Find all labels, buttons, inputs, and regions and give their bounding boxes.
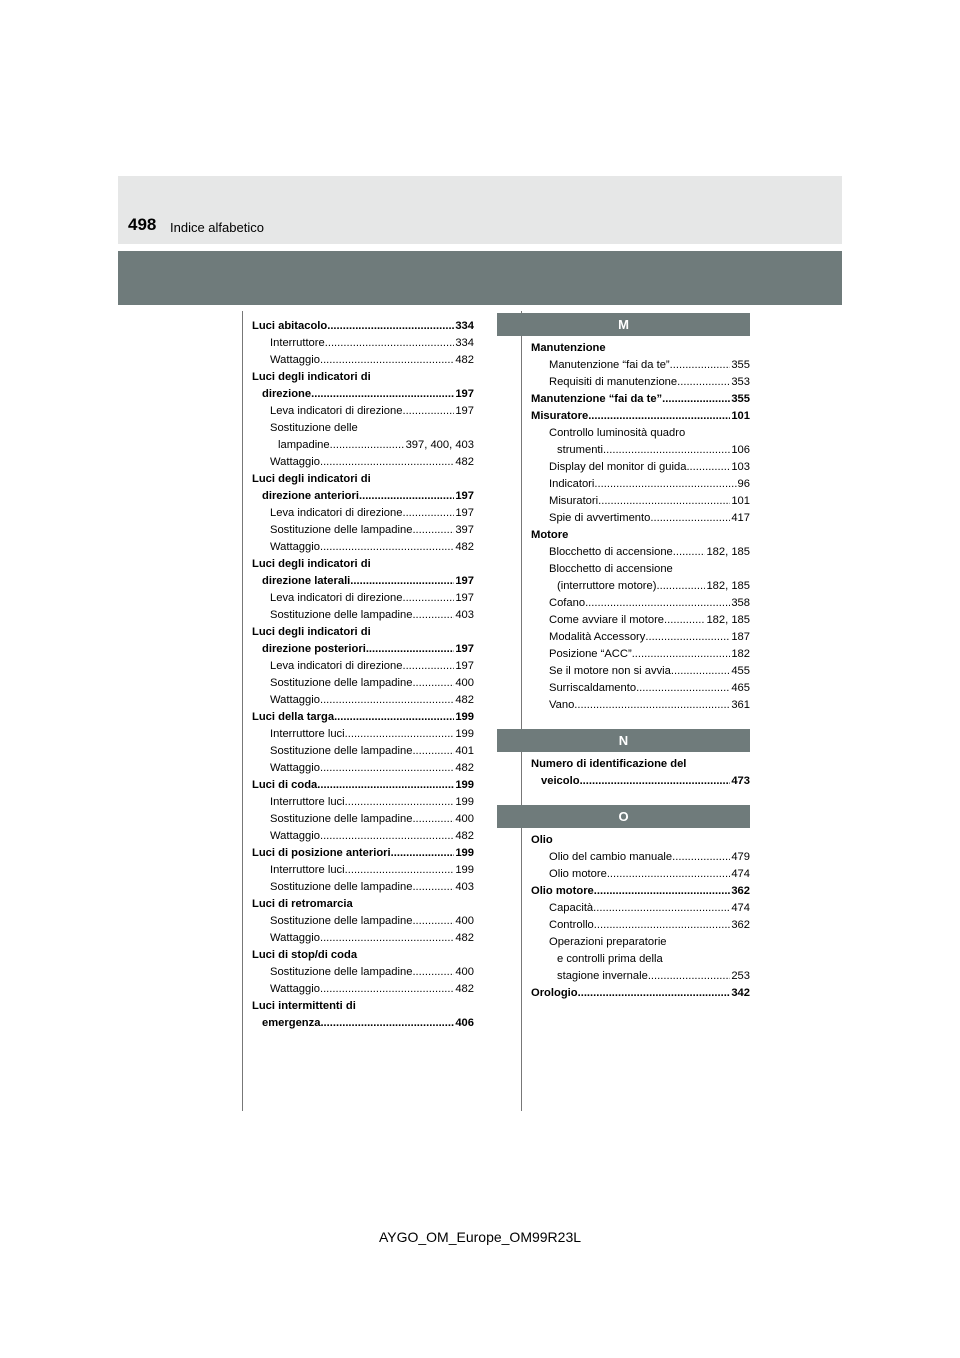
index-entry-line: [252, 369, 474, 386]
index-entry-label: Misuratore: [531, 410, 589, 422]
index-entry-label: stagione invernale: [557, 970, 648, 982]
index-entry-page[interactable]: 482: [455, 541, 474, 553]
index-entry-label: direzione: [262, 388, 312, 400]
index-section-o: [531, 832, 750, 1002]
index-column-left: [252, 318, 474, 1032]
page-number: 498: [128, 215, 157, 234]
index-entry-line: [252, 998, 474, 1015]
index-entry-label: Orologio: [531, 987, 578, 999]
index-entry-label: Modalità Accessory: [549, 631, 646, 643]
index-entry-line: [531, 985, 750, 1002]
index-entry-label: Luci degli indicatori di: [252, 558, 371, 570]
index-entry-line: [252, 624, 474, 641]
index-entry-page[interactable]: 401: [455, 745, 474, 757]
index-entry-label: Wattaggio: [270, 983, 320, 995]
leader-dots: [593, 900, 730, 917]
index-entry-page[interactable]: 482: [455, 983, 474, 995]
index-entry-page[interactable]: 197: [455, 490, 474, 502]
leader-dots: [320, 352, 454, 369]
index-entry-page[interactable]: 199: [455, 847, 474, 859]
index-entry-page[interactable]: 400: [455, 813, 474, 825]
index-entry-label: Leva indicatori di direzione: [270, 405, 403, 417]
index-entry-line: [252, 896, 474, 913]
leader-dots: [412, 879, 454, 896]
index-entry-line: [252, 964, 474, 981]
index-entry-label: Olio motore: [549, 868, 607, 880]
index-entry-line: [252, 828, 474, 845]
index-entry-line: [252, 488, 474, 505]
leader-dots: [350, 573, 454, 590]
index-entry-page[interactable]: 106: [731, 444, 750, 456]
index-entry-line: [252, 590, 474, 607]
index-entry-page[interactable]: 397, 400, 403: [405, 439, 474, 451]
index-entry-line: [252, 437, 474, 454]
index-entry-page[interactable]: 342: [731, 987, 750, 999]
leader-dots: [320, 828, 454, 845]
index-entry-page[interactable]: 474: [731, 902, 750, 914]
index-entry-page[interactable]: 417: [731, 512, 750, 524]
index-entry-line: [531, 917, 750, 934]
column-divider-left: [242, 311, 243, 1111]
leader-dots: [402, 403, 454, 420]
leader-dots: [320, 981, 454, 998]
index-entry-label: Requisiti di manutenzione: [549, 376, 678, 388]
index-entry-line: [252, 794, 474, 811]
index-entry-line: [252, 386, 474, 403]
index-entry-line: [531, 646, 750, 663]
leader-dots: [594, 917, 731, 934]
leader-dots: [671, 663, 730, 680]
index-entry-line: [531, 459, 750, 476]
index-entry-page[interactable]: 482: [455, 932, 474, 944]
leader-dots: [603, 442, 730, 459]
leader-dots: [412, 964, 454, 981]
leader-dots: [412, 913, 454, 930]
leader-dots: [588, 408, 730, 425]
index-entry-page[interactable]: 361: [731, 699, 750, 711]
index-entry-label: Wattaggio: [270, 762, 320, 774]
index-entry-line: [252, 675, 474, 692]
leader-dots: [650, 510, 730, 527]
leader-dots: [672, 849, 730, 866]
index-entry-page[interactable]: 482: [455, 354, 474, 366]
index-entry-page[interactable]: 197: [455, 388, 474, 400]
index-entry-label: Luci della targa: [252, 711, 335, 723]
index-entry-line: [531, 357, 750, 374]
index-entry-page[interactable]: 101: [731, 495, 750, 507]
leader-dots: [578, 985, 731, 1002]
index-entry-label: Operazioni preparatorie: [549, 936, 667, 948]
index-entry-line: [531, 832, 750, 849]
leader-dots: [580, 773, 731, 790]
index-entry-line: [252, 539, 474, 556]
index-entry-label: Surriscaldamento: [549, 682, 637, 694]
index-entry-label: Olio del cambio manuale: [549, 851, 673, 863]
index-entry-label: Luci degli indicatori di: [252, 473, 371, 485]
index-entry-label: Spie di avvertimento: [549, 512, 651, 524]
index-entry-label: Luci di stop/di coda: [252, 949, 358, 961]
index-entry-line: [252, 726, 474, 743]
index-entry-label: Sostituzione delle lampadine: [270, 745, 413, 757]
index-entry-label: (interruttore motore): [557, 580, 657, 592]
leader-dots: [345, 726, 455, 743]
index-entry-line: [531, 442, 750, 459]
leader-dots: [320, 1015, 454, 1032]
letter-band-n: N: [497, 729, 750, 752]
index-entry-line: [252, 760, 474, 777]
index-entry-page[interactable]: 199: [455, 796, 474, 808]
index-entry-label: Interruttore: [270, 337, 325, 349]
leader-dots: [585, 595, 730, 612]
index-entry-page[interactable]: 182, 185: [706, 614, 750, 626]
index-entry-line: [252, 335, 474, 352]
index-entry-label: Sostituzione delle lampadine: [270, 609, 413, 621]
index-entry-label: direzione posteriori: [262, 643, 366, 655]
index-section-n: [531, 756, 750, 790]
index-entry-page[interactable]: 397: [455, 524, 474, 536]
index-entry-label: Capacità: [549, 902, 594, 914]
index-entry-page[interactable]: 400: [455, 677, 474, 689]
index-entry-page[interactable]: 197: [455, 643, 474, 655]
index-entry-label: Wattaggio: [270, 456, 320, 468]
index-entry-page[interactable]: 197: [455, 660, 474, 672]
index-entry-page[interactable]: 474: [731, 868, 750, 880]
index-entry-page[interactable]: 403: [455, 881, 474, 893]
leader-dots: [607, 866, 731, 883]
index-entry-line: [531, 951, 750, 968]
index-entry-page[interactable]: 358: [731, 597, 750, 609]
index-entry-label: veicolo: [541, 775, 580, 787]
index-entry-label: Sostituzione delle lampadine: [270, 677, 413, 689]
index-entry-line: [531, 544, 750, 561]
index-entry-label: Interruttore luci: [270, 728, 345, 740]
index-entry-line: [252, 658, 474, 675]
section-title: Indice alfabetico: [170, 220, 264, 235]
index-entry-label: Vano: [549, 699, 575, 711]
index-entry-line: [531, 527, 750, 544]
leader-dots: [574, 697, 730, 714]
leader-dots: [412, 675, 454, 692]
index-entry-line: [252, 947, 474, 964]
index-entry-page[interactable]: 199: [455, 711, 474, 723]
index-entry-line: [252, 454, 474, 471]
leader-dots: [598, 493, 730, 510]
index-entry-label: Cofano: [549, 597, 586, 609]
index-entry-label: direzione anteriori: [262, 490, 359, 502]
leader-dots: [311, 386, 454, 403]
index-entry-line: [252, 318, 474, 335]
index-entry-label: Controllo luminosità quadro: [549, 427, 686, 439]
index-entry-line: [252, 403, 474, 420]
index-entry-line: [252, 1015, 474, 1032]
index-entry-label: Se il motore non si avvia: [549, 665, 671, 677]
index-entry-label: Sostituzione delle lampadine: [270, 915, 413, 927]
index-entry-label: direzione laterali: [262, 575, 351, 587]
index-entry-label: Manutenzione “fai da te”: [549, 359, 670, 371]
index-entry-page[interactable]: 96: [737, 478, 750, 490]
leader-dots: [664, 612, 705, 629]
leader-dots: [345, 862, 455, 879]
leader-dots: [412, 607, 454, 624]
index-entry-label: Controllo: [549, 919, 594, 931]
index-entry-label: Blocchetto di accensione: [549, 546, 673, 558]
index-entry-page[interactable]: 482: [455, 762, 474, 774]
leader-dots: [632, 646, 731, 663]
leader-dots: [656, 578, 705, 595]
index-entry-line: [531, 510, 750, 527]
leader-dots: [334, 709, 454, 726]
index-entry-line: [252, 573, 474, 590]
leader-dots: [636, 680, 730, 697]
leader-dots: [327, 318, 454, 335]
index-entry-page[interactable]: 182, 185: [706, 546, 750, 558]
index-entry-page[interactable]: 406: [455, 1017, 474, 1029]
leader-dots: [320, 760, 454, 777]
index-entry-label: Leva indicatori di direzione: [270, 592, 403, 604]
index-entry-label: Wattaggio: [270, 541, 320, 553]
index-entry-page[interactable]: 334: [455, 320, 474, 332]
index-entry-line: [531, 578, 750, 595]
index-entry-line: [531, 697, 750, 714]
index-entry-line: [252, 862, 474, 879]
index-entry-line: [252, 913, 474, 930]
index-entry-line: [531, 629, 750, 646]
index-entry-line: [531, 849, 750, 866]
index-entry-page[interactable]: 479: [731, 851, 750, 863]
leader-dots: [645, 629, 730, 646]
index-section-m: [531, 340, 750, 714]
index-entry-page[interactable]: 187: [731, 631, 750, 643]
index-entry-label: Luci di coda: [252, 779, 318, 791]
leader-dots: [594, 883, 731, 900]
leader-dots: [402, 505, 454, 522]
index-entry-page[interactable]: 355: [731, 393, 750, 405]
index-entry-line: [252, 930, 474, 947]
index-entry-line: [252, 556, 474, 573]
index-entry-label: Indicatori: [549, 478, 595, 490]
index-entry-page[interactable]: 353: [731, 376, 750, 388]
index-entry-line: [531, 680, 750, 697]
index-entry-label: Sostituzione delle lampadine: [270, 881, 413, 893]
index-entry-line: [252, 522, 474, 539]
leader-dots: [320, 930, 454, 947]
index-entry-page[interactable]: 473: [731, 775, 750, 787]
index-entry-page[interactable]: 197: [455, 575, 474, 587]
index-entry-line: [531, 493, 750, 510]
index-entry-label: Manutenzione “fai da te”: [531, 393, 663, 405]
index-entry-page[interactable]: 482: [455, 830, 474, 842]
index-entry-label: Sostituzione delle lampadine: [270, 966, 413, 978]
index-entry-line: [252, 981, 474, 998]
index-entry-page[interactable]: 197: [455, 405, 474, 417]
leader-dots: [670, 357, 731, 374]
index-entry-page[interactable]: 103: [731, 461, 750, 473]
index-entry-label: Sostituzione delle lampadine: [270, 813, 413, 825]
index-entry-page[interactable]: 482: [455, 694, 474, 706]
leader-dots: [677, 374, 730, 391]
index-entry-line: [531, 374, 750, 391]
index-entry-page[interactable]: 482: [455, 456, 474, 468]
index-entry-page[interactable]: 197: [455, 592, 474, 604]
index-entry-label: Luci di retromarcia: [252, 898, 353, 910]
index-entry-line: [531, 883, 750, 900]
index-entry-line: [531, 425, 750, 442]
index-entry-label: Luci intermittenti di: [252, 1000, 356, 1012]
index-entry-label: Luci abitacolo: [252, 320, 328, 332]
index-entry-page[interactable]: 362: [731, 919, 750, 931]
index-entry-line: [252, 845, 474, 862]
index-entry-page[interactable]: 465: [731, 682, 750, 694]
index-entry-label: Come avviare il motore: [549, 614, 665, 626]
index-entry-page[interactable]: 362: [731, 885, 750, 897]
leader-dots: [330, 437, 405, 454]
index-entry-line: [531, 663, 750, 680]
index-entry-page[interactable]: 197: [455, 507, 474, 519]
index-entry-line: [252, 420, 474, 437]
leader-dots: [359, 488, 454, 505]
index-entry-label: Wattaggio: [270, 830, 320, 842]
index-entry-line: [531, 561, 750, 578]
leader-dots: [320, 692, 454, 709]
index-entry-line: [531, 900, 750, 917]
leader-dots: [320, 454, 454, 471]
index-entry-line: [531, 476, 750, 493]
index-entry-page[interactable]: 182, 185: [706, 580, 750, 592]
index-entry-page[interactable]: 199: [455, 864, 474, 876]
index-entry-line: [531, 595, 750, 612]
index-entry-page[interactable]: 182: [731, 648, 750, 660]
index-entry-label: Blocchetto di accensione: [549, 563, 673, 575]
leader-dots: [648, 968, 731, 985]
leader-dots: [345, 794, 455, 811]
index-entry-line: [252, 879, 474, 896]
leader-dots: [673, 544, 706, 561]
leader-dots: [402, 658, 454, 675]
index-entry-line: [531, 866, 750, 883]
index-entry-label: Sostituzione delle lampadine: [270, 524, 413, 536]
leader-dots: [320, 539, 454, 556]
leader-dots: [402, 590, 454, 607]
index-entry-label: Leva indicatori di direzione: [270, 660, 403, 672]
leader-dots: [317, 777, 454, 794]
index-entry-line: [252, 641, 474, 658]
index-entry-line: [531, 612, 750, 629]
letter-band-o: O: [497, 805, 750, 828]
leader-dots: [391, 845, 455, 862]
index-entry-label: Wattaggio: [270, 694, 320, 706]
index-entry-label: Manutenzione: [531, 342, 606, 354]
letter-band-m: M: [497, 313, 750, 336]
header-band: [118, 251, 842, 305]
index-entry-label: emergenza: [262, 1017, 321, 1029]
index-entry-label: Wattaggio: [270, 354, 320, 366]
index-entry-line: [531, 391, 750, 408]
leader-dots: [662, 391, 730, 408]
leader-dots: [366, 641, 455, 658]
index-entry-line: [252, 505, 474, 522]
index-entry-label: Sostituzione delle: [270, 422, 358, 434]
column-divider-middle: [521, 311, 522, 1111]
index-entry-label: Luci degli indicatori di: [252, 626, 371, 638]
index-entry-line: [531, 773, 750, 790]
index-entry-page[interactable]: 334: [455, 337, 474, 349]
leader-dots: [412, 811, 454, 828]
index-entry-label: Interruttore luci: [270, 864, 345, 876]
index-entry-line: [531, 408, 750, 425]
index-entry-page[interactable]: 199: [455, 779, 474, 791]
index-entry-line: [531, 934, 750, 951]
index-entry-label: Wattaggio: [270, 932, 320, 944]
index-entry-page[interactable]: 400: [455, 966, 474, 978]
index-entry-label: Interruttore luci: [270, 796, 345, 808]
index-entry-page[interactable]: 101: [731, 410, 750, 422]
leader-dots: [686, 459, 730, 476]
index-entry-line: [252, 692, 474, 709]
index-entry-page[interactable]: 355: [731, 359, 750, 371]
index-entry-label: Leva indicatori di direzione: [270, 507, 403, 519]
index-entry-line: [531, 756, 750, 773]
index-entry-label: Motore: [531, 529, 569, 541]
index-entry-label: e controlli prima della: [557, 953, 663, 965]
leader-dots: [594, 476, 736, 493]
index-entry-line: [252, 743, 474, 760]
index-entry-label: Misuratori: [549, 495, 599, 507]
index-entry-label: Olio: [531, 834, 553, 846]
index-entry-line: [252, 352, 474, 369]
index-entry-label: Display del monitor di guida: [549, 461, 687, 473]
index-entry-label: Numero di identificazione del: [531, 758, 687, 770]
index-entry-label: Olio motore: [531, 885, 594, 897]
index-entry-page[interactable]: 455: [731, 665, 750, 677]
index-entry-page[interactable]: 400: [455, 915, 474, 927]
index-entry-line: [252, 811, 474, 828]
index-entry-line: [252, 607, 474, 624]
index-entry-line: [252, 777, 474, 794]
leader-dots: [412, 522, 454, 539]
index-entry-line: [531, 340, 750, 357]
leader-dots: [412, 743, 454, 760]
index-entry-label: strumenti: [557, 444, 604, 456]
index-entry-label: Luci di posizione anteriori: [252, 847, 391, 859]
index-entry-label: Luci degli indicatori di: [252, 371, 371, 383]
index-entry-page[interactable]: 253: [731, 970, 750, 982]
leader-dots: [325, 335, 455, 352]
index-entry-label: lampadine: [278, 439, 330, 451]
footer-doc-code: AYGO_OM_Europe_OM99R23L: [378, 1229, 582, 1245]
index-entry-label: Posizione “ACC”: [549, 648, 632, 660]
index-entry-line: [252, 471, 474, 488]
index-entry-page[interactable]: 199: [455, 728, 474, 740]
index-entry-page[interactable]: 403: [455, 609, 474, 621]
index-entry-line: [252, 709, 474, 726]
index-entry-line: [531, 968, 750, 985]
